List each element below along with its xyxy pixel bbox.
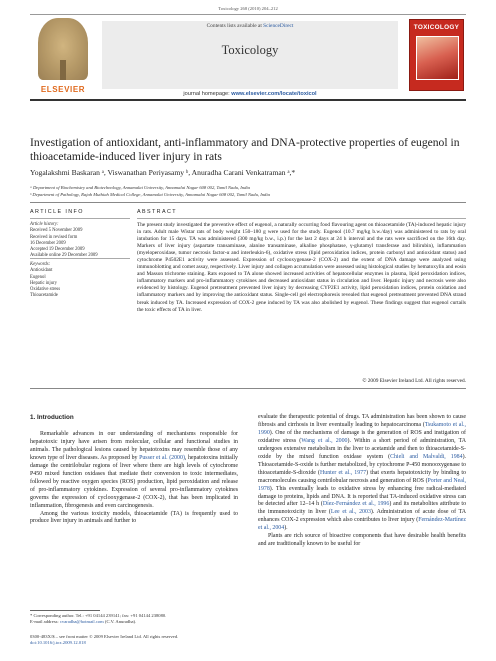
keyword: Eugenol (30, 274, 46, 280)
text-run: ). Within a short period of administration, TA undergoes extensive metabolism in the liver to acetamide and then to thioacetamide-S-oxide by the mixed function oxidase system ( (258, 437, 467, 460)
citation-link[interactable]: Pusser et al. (2000) (139, 454, 185, 461)
paragraph (258, 414, 466, 533)
text-run: ). (284, 525, 288, 532)
keyword: Antioxidant (30, 268, 53, 274)
text-run: ) and its metabolites attribute to the immunotoxicity in liver ( (258, 501, 467, 516)
citation-link[interactable]: Díez-Fernández et al., 1996 (322, 501, 390, 508)
divider (30, 218, 130, 219)
citation-link[interactable]: Fernández-Martínez et al., 2004 (258, 517, 466, 532)
history-heading: Article history: (30, 222, 59, 227)
contents-line (102, 23, 398, 29)
keyword: Oxidative stress (30, 287, 61, 293)
doi-link[interactable]: doi:10.1016/j.tox.2009.12.018 (30, 640, 86, 645)
section-heading: 1. Introduction (30, 414, 74, 421)
journal-cover (409, 19, 464, 91)
journal-title: Toxicology (221, 43, 279, 57)
divider (30, 202, 466, 203)
article-history (30, 222, 130, 260)
paragraph: Among the various toxicity models, thioacetamide (TA) is frequently used to produce liver injury in animals and further to (30, 510, 238, 525)
corresponding-author-line: * Corresponding author. Tel.: +91 04144 239141; fax: +91 04144 238080. (30, 613, 167, 618)
publication-info (30, 634, 238, 646)
email-prefix: E-mail address: (30, 619, 60, 624)
journal-citation: Toxicology 268 (2010) 204–212 (218, 6, 278, 11)
sciencedirect-link[interactable]: ScienceDirect (263, 23, 294, 29)
divider (30, 388, 466, 389)
abstract-text: The present study investigated the preventive effect of eugenol, a naturally occurring food flavouring agent on thioacetamide (TA)-induced hepatic injury in rats. Adult male Wistar rats of body weight 150–180 g were used for the study. Eugenol (10.7 mg/kg b.w./day) was administered to rats by oral intubation for 15 days. TA was administered (300 mg/kg b.w., i.p.) for the last 2 days at 24 h interval and the rats were sacrificed on the 16th day. Markers of liver injury (aspartate transaminase, alanine transaminase, alkaline phosphatase, γ-glutamyl transferase and bilirubin), inflammation (myeloperoxidase, tumor necrosis factor-α and interleukin-6), oxidative stress (lipid peroxidation indices, protein carbonyl and antioxidant status) and cytochrome P4502E1 activity were assessed. Expression of cyclooxygenase-2 (COX-2) and the extent of DNA damage were analyzed using immunoblotting and comet assay, respectively. Liver injury and collagen accumulation were assessed using histological studies by hematoxylin and eosin and Masson trichrome staining. Rats exposed to TA alone showed increased activities of hepatocellular enzymes in plasma, lipid peroxidation indices, inflammatory markers and pro-inflammatory cytokines and decreased antioxidant status in circulation and liver. Hepatic injury and necrosis were also evidenced by histology. Eugenol pretreatment prevented liver injury by decreasing CYP2E1 activity, lipid peroxidation indices, protein oxidation and inflammatory markers and by improving the antioxidant status. Single-cell gel electrophoresis revealed that eugenol pretreatment prevented DNA strand break induced by TA. Increased expression of COX-2 gene induced by TA was also abolished by eugenol. These findings suggest that eugenol curtails the toxic effects of TA in liver. (137, 222, 466, 313)
history-item: Received in revised form (30, 234, 78, 240)
paragraph (30, 431, 238, 511)
body-column-right (258, 414, 466, 549)
text-run: ). Thioacetamide-S-oxide is further metabolized, by cytochrome P-450 monooxygenase to thioacetamide-S-dioxide ( (258, 453, 467, 476)
publisher-name: ELSEVIER (40, 85, 86, 94)
keywords-heading: Keywords: (30, 262, 51, 267)
elsevier-tree-icon (38, 18, 88, 80)
homepage-prefix: journal homepage: (183, 91, 232, 97)
divider (137, 218, 466, 219)
author-list: Yogalakshmi Baskaran ᵃ, Viswanathan Periyasamy ᵇ, Anuradha Carani Venkatraman ᵃ,* (30, 168, 296, 177)
abstract-heading: ABSTRACT (137, 209, 177, 215)
citation-link[interactable]: Hunter et al., 1977 (320, 469, 367, 476)
history-item: Received 5 November 2009 (30, 228, 83, 234)
history-item: 16 December 2009 (30, 240, 66, 246)
issn-line: 0300-483X/$ – see front matter © 2009 Elsevier Ireland Ltd. All rights reserved. (30, 634, 179, 639)
email-suffix: (C.V. Anuradha). (103, 619, 137, 624)
text-run: ) that exerts hepatotoxicity by binding to macromolecules causing centrilobular necrosis and generation of ROS ( (258, 469, 467, 484)
corresponding-author-note (30, 613, 238, 625)
text-run: Remarkable advances in our understanding of mechanisms responsible for hepatotoxic injury have arisen from molecular, cellular and functional studies in animals. The pathological lesions caused by hepatotoxins may resemble those of any known type of liver diseases. As proposed by (30, 431, 238, 461)
history-item: Available online 29 December 2009 (30, 253, 98, 259)
keywords (30, 262, 130, 300)
journal-header (30, 14, 466, 101)
history-item: Accepted 19 December 2009 (30, 247, 85, 253)
affiliation-a: ᵃ Department of Biochemistry and Biotechnology, Annamalai University, Annamalai Nagar 608 002, Tamil Nadu, India (30, 185, 250, 190)
article-info-heading: ARTICLE INFO (30, 209, 84, 215)
affiliation-b: ᵇ Department of Pathology, Rajah Muthiah Medical College, Annamalai University, Annamalai Nagar 608 002, Tamil Nadu, India (30, 192, 270, 197)
text-run: ). One of the mechanisms of damage is the generation of ROS and instigation of oxidative stress ( (258, 429, 466, 444)
keyword: Thioacetamide (30, 293, 58, 299)
citation-link[interactable]: Porter and Neal, 1978 (258, 477, 466, 492)
divider (30, 258, 130, 259)
text-run: ). This eventually leads to oxidative stress by enhancing free radical-mediated damage to proteins, lipids and DNA. It is reported that TA-induced oxidative stress can be detected after 12–14 h ( (258, 485, 466, 508)
text-run: ). Administration of acute dose of TA enhances COX-2 expression which also contributes to liver injury ( (258, 509, 466, 524)
citation-link[interactable]: Tsukamoto et al., 1990 (258, 421, 466, 436)
email-line (30, 619, 238, 625)
citation-link[interactable]: Chieli and Malvaldi, 1984 (390, 453, 463, 460)
footnote-divider (30, 610, 100, 611)
paragraph: Plants are rich source of bioactive components that have desirable health benefits and are traditionally known to be useful for (258, 533, 466, 548)
citation-link[interactable]: Lee et al., 2003 (330, 509, 371, 516)
contents-prefix: Contents lists available at (206, 23, 264, 29)
keyword: Hepatic injury (30, 280, 57, 286)
copyright-notice: © 2009 Elsevier Ireland Ltd. All rights reserved. (362, 378, 466, 384)
body-column-left (30, 431, 238, 526)
journal-homepage (102, 91, 398, 97)
elsevier-logo (32, 18, 94, 96)
text-run: evaluate the therapeutic potential of drugs. TA administration has been shown to cause fibrosis and cirrhosis in liver eventually leading to hepatocarcinoma ( (258, 414, 466, 428)
citation-link[interactable]: Wang et al., 2000 (301, 437, 348, 444)
text-run: , hepatotoxins initially damage the centrilobular regions of liver where there are high levels of cytochrome P450 mixed function oxidases that mediate their conversion to toxic intermediates, followed by reactive oxygen species (ROS) production, lipid peroxidation and release of pro-inflammatory cytokines. Expression of several pro-inflammatory cytokines governs the expression of cyclooxygenase-2 (COX-2), that has been implicated in inflammation, fibrogenesis and even carcinogenesis. (30, 454, 238, 509)
homepage-link[interactable]: www.elsevier.com/locate/toxicol (231, 91, 317, 97)
email-link[interactable]: cvaradha@hotmail.com (59, 619, 104, 624)
cover-image (416, 36, 459, 80)
journal-banner (102, 21, 398, 89)
article-title: Investigation of antioxidant, anti-inflammatory and DNA-protective properties of eugenol in thioacetamide-induced liver injury in rats (30, 136, 460, 163)
cover-title: TOXICOLOGY (413, 24, 460, 31)
